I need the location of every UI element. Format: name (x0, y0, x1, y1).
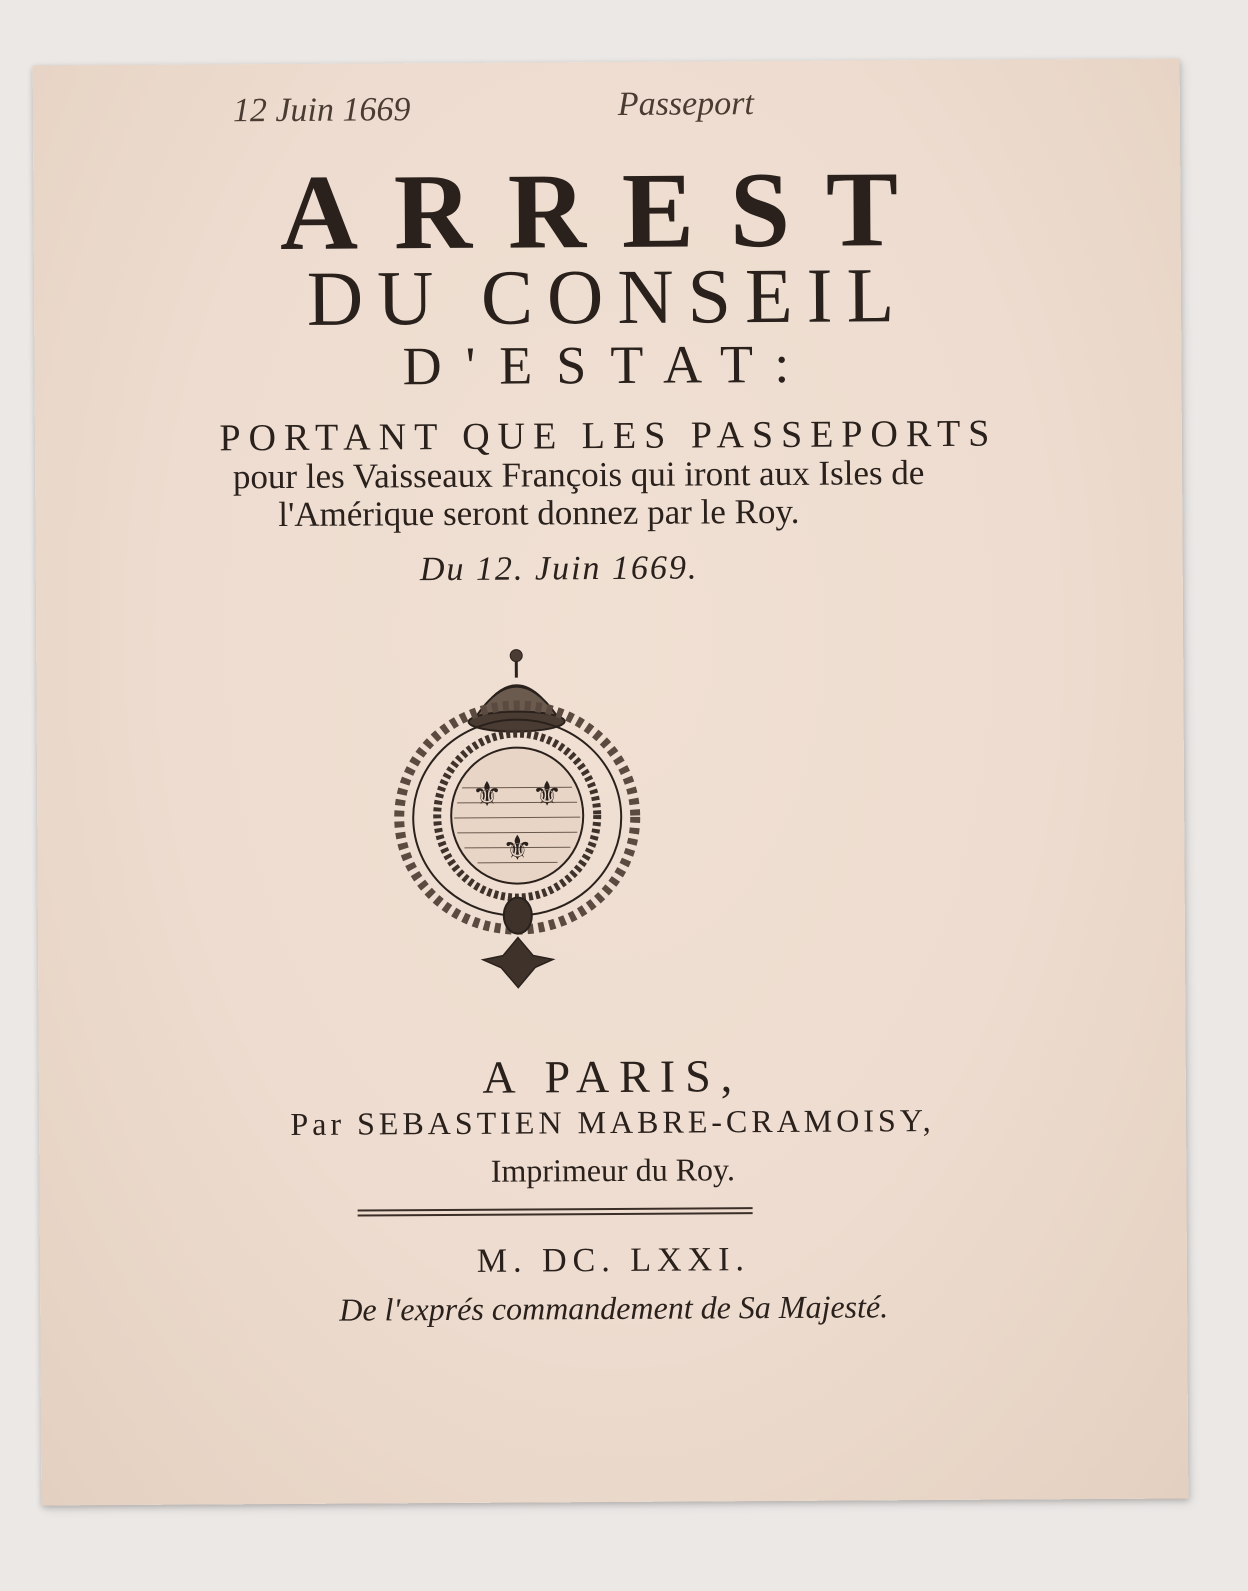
imprint-printer: Par SEBASTIEN MABRE-CRAMOISY, (290, 1102, 935, 1142)
title-du-conseil: DU CONSEIL (306, 251, 909, 342)
subtitle-line-3: l'Amérique seront donnez par le Roy. (278, 491, 800, 535)
handwritten-date: 12 Juin 1669 (232, 91, 411, 130)
subtitle-line-1: PORTANT QUE LES PASSEPORTS (219, 412, 998, 460)
subtitle-line-2: pour les Vaisseaux François qui iront aux Isles de (232, 453, 925, 497)
imprint-command: De l'exprés commandement de Sa Majesté. (339, 1288, 889, 1328)
divider-rule-bottom (358, 1212, 753, 1216)
svg-text:⚜: ⚜ (502, 828, 533, 869)
decree-date: Du 12. Juin 1669. (419, 549, 699, 589)
royal-coat-of-arms-emblem (381, 637, 653, 994)
imprint-year: M. DC. LXXI. (476, 1241, 751, 1280)
imprint-role: Imprimeur du Roy. (490, 1151, 736, 1189)
handwritten-note: Passeport (617, 85, 754, 123)
svg-text:⚜: ⚜ (471, 774, 503, 815)
imprint-city: A PARIS, (482, 1050, 743, 1103)
svg-text:⚜: ⚜ (531, 774, 563, 815)
title-destat: D'ESTAT: (402, 333, 814, 397)
divider-rule-top (358, 1207, 753, 1211)
title-arrest: ARREST (279, 150, 935, 274)
document-page (33, 59, 1189, 1506)
